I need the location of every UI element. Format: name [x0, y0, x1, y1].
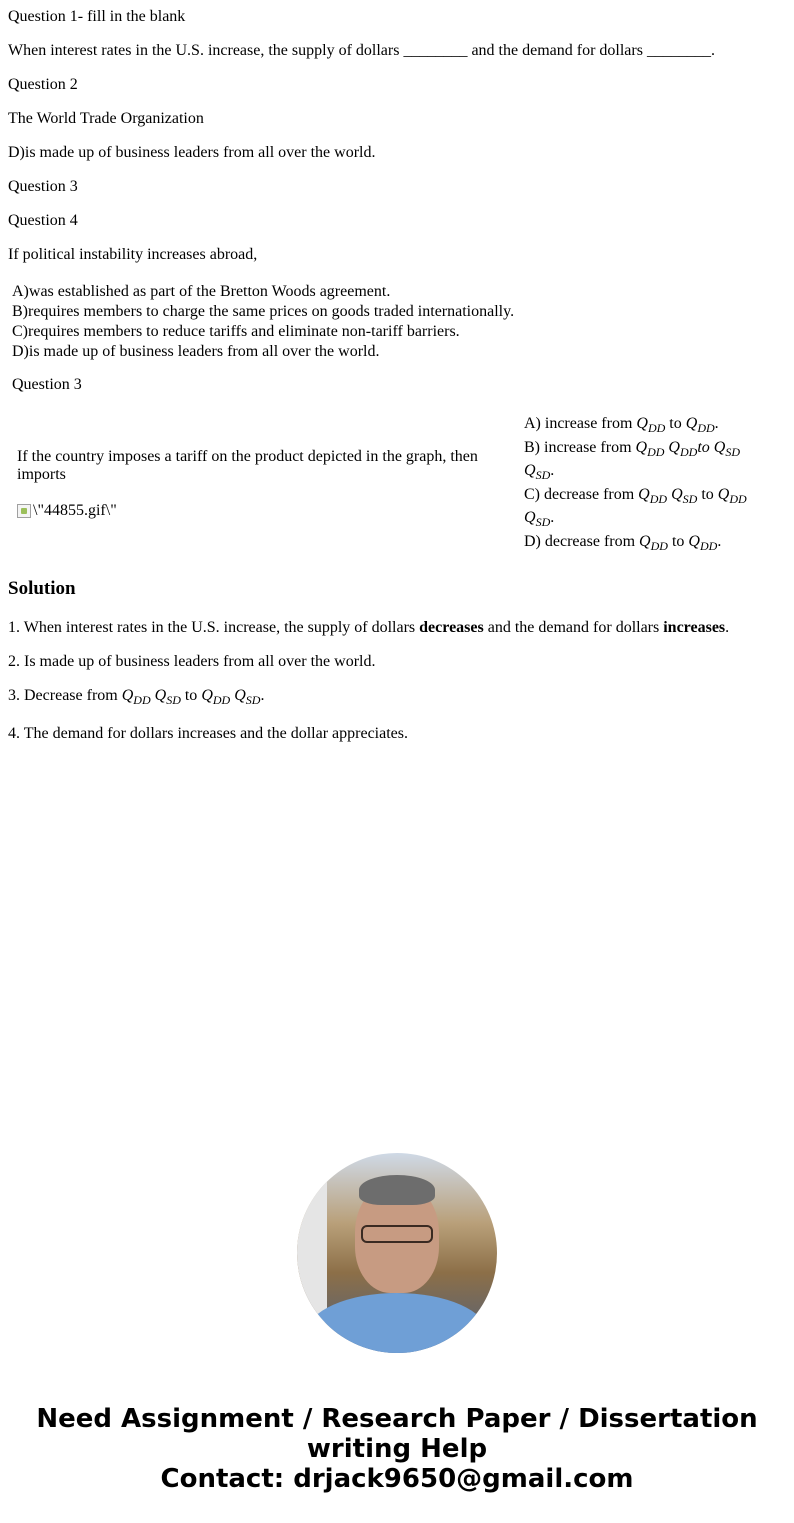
to-word: to — [671, 532, 685, 550]
option-c: C)requires members to reduce tariffs and eliminate non-tariff barriers. — [12, 323, 460, 340]
solution-4: 4. The demand for dollars increases and the dollar appreciates. — [8, 725, 408, 742]
q-symbol: Q — [524, 509, 536, 526]
q-sub: SD — [682, 491, 698, 506]
option-d: D)is made up of business leaders from all over the world. — [12, 343, 380, 360]
q-symbol: Q — [154, 687, 167, 704]
q-symbol: Q — [201, 687, 213, 704]
to-word: to — [701, 485, 714, 503]
broken-image-icon — [17, 504, 31, 518]
q-symbol: Q — [524, 462, 536, 479]
q-sub: DD — [212, 693, 231, 707]
choice-a-label: A) increase from — [524, 415, 633, 432]
avatar-hair — [359, 1175, 435, 1205]
q4-title: Question 4 — [8, 212, 78, 229]
footer-line-1: Need Assignment / Research Paper / Dissertation — [36, 1404, 758, 1434]
q-symbol: Q — [713, 438, 726, 456]
choice-c-label: C) decrease from — [524, 485, 635, 503]
q-sub: DD — [649, 491, 668, 506]
glasses-icon — [361, 1225, 433, 1243]
choice-d-label: D) decrease from — [524, 532, 636, 550]
solution-2: 2. Is made up of business leaders from all over the world. — [8, 653, 376, 670]
footer-banner — [0, 1404, 794, 1494]
q-sub: DD — [679, 444, 698, 459]
solution-3: 3. Decrease from $Q_{DD}$ $Q_{SD}$ to $Q_{DD}$ $Q_{SD}$. — [8, 687, 265, 707]
choice-b-cont: $Q_{SD}$. — [524, 462, 555, 482]
tutor-avatar — [297, 1153, 497, 1353]
q-sub: DD — [133, 693, 151, 707]
q-sub: SD — [725, 444, 741, 459]
q-sub: SD — [535, 468, 551, 482]
image-alt-text: \"44855.gif\" — [33, 502, 117, 519]
avatar-shirt — [307, 1293, 487, 1353]
q-symbol: Q — [234, 687, 246, 704]
s1-period: . — [725, 619, 730, 636]
options-list — [12, 282, 514, 362]
s1-text: 1. When interest rates in the U.S. increase, the supply of dollars — [8, 619, 420, 636]
q-symbol: Q — [685, 415, 698, 432]
q-symbol: Q — [635, 438, 648, 456]
q-sub: SD — [166, 693, 181, 707]
to-word: to — [184, 687, 198, 704]
to-word: to — [697, 438, 710, 456]
option-a: A)was established as part of the Bretton Woods agreement. — [12, 283, 391, 300]
q3-title: Question 3 — [8, 178, 78, 195]
table-question: If the country imposes a tariff on the product depicted in the graph, then imports — [17, 448, 478, 483]
choice-b-label: B) increase from — [524, 438, 632, 456]
choice-b — [524, 436, 774, 460]
q-sub: DD — [697, 421, 715, 435]
q-sub: DD — [699, 538, 718, 553]
q-symbol: Q — [671, 485, 683, 503]
q-symbol: Q — [668, 438, 680, 456]
q-symbol: Q — [717, 485, 730, 503]
q-sub: DD — [647, 444, 665, 459]
q-symbol: Q — [688, 532, 700, 550]
q1-text: When interest rates in the U.S. increase, the supply of dollars ________ and the demand for dollars ________. — [8, 42, 715, 59]
s1-bold-decreases: decreases — [419, 619, 484, 636]
q2-title: Question 2 — [8, 76, 78, 93]
choice-c-cont: $Q_{SD}$. — [524, 509, 555, 529]
to-word: to — [669, 415, 682, 432]
q-sub: DD — [650, 538, 668, 553]
choice-a: A) increase from $Q_{DD}$ to $Q_{DD}$. — [524, 415, 719, 435]
choice-c — [524, 483, 774, 507]
q1-title: Question 1- fill in the blank — [8, 8, 186, 25]
q-sub: SD — [535, 515, 551, 529]
q-symbol: Q — [639, 532, 651, 550]
q2-answer: D)is made up of business leaders from all over the world. — [8, 144, 376, 161]
solution-heading: Solution — [8, 578, 76, 599]
choice-d: D) decrease from $Q_{DD}$ to $Q_{DD}$. — [524, 532, 722, 553]
q-sub: SD — [245, 693, 261, 707]
q-symbol: Q — [121, 687, 134, 704]
s1-bold-increases: increases — [663, 619, 726, 636]
q4-text: If political instability increases abroad, — [8, 246, 258, 263]
s3-label: 3. Decrease from — [8, 687, 118, 704]
q-sub: DD — [647, 421, 666, 435]
answer-choices — [524, 412, 774, 553]
solution-1 — [8, 619, 729, 637]
q-sub: DD — [729, 491, 747, 506]
q2-text: The World Trade Organization — [8, 110, 204, 127]
q-symbol: Q — [636, 415, 648, 432]
s1-text-2: and the demand for dollars — [483, 619, 664, 636]
q-symbol: Q — [638, 485, 650, 503]
footer-contact[interactable]: Contact: drjack9650@gmail.com — [160, 1464, 634, 1494]
table-title: Question 3 — [12, 376, 82, 393]
footer-line-2: writing Help — [306, 1434, 488, 1464]
broken-image — [17, 502, 117, 520]
option-b: B)requires members to charge the same prices on goods traded internationally. — [12, 303, 515, 320]
